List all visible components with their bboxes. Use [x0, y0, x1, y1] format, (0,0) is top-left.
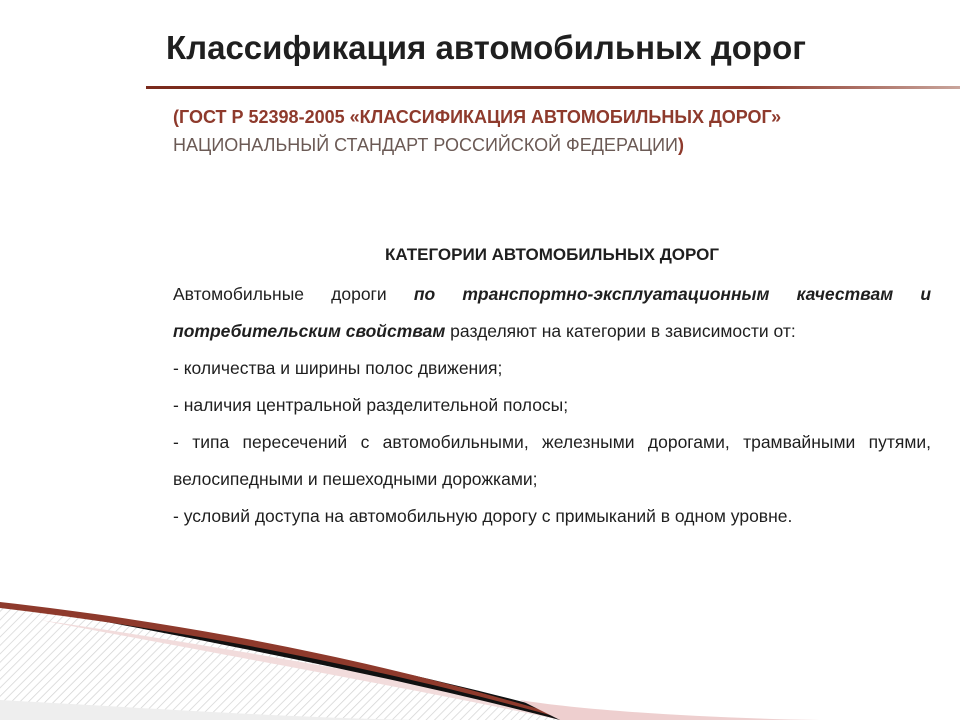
intro-paragraph [173, 276, 931, 350]
slide-title: Классификация автомобильных дорог [166, 29, 806, 66]
section-heading: КАТЕГОРИИ АВТОМОБИЛЬНЫХ ДОРОГ [384, 245, 719, 264]
list-item: - типа пересечений с автомобильными, железными дорогами, трамвайными путями, велосипедными и пешеходными дорожками; [173, 432, 931, 489]
intro-part2: разделяют на категории в зависимости от: [445, 321, 796, 341]
body-text [173, 276, 931, 535]
standard-name: НАЦИОНАЛЬНЫЙ СТАНДАРТ РОССИЙСКОЙ ФЕДЕРАЦИИ [173, 135, 678, 155]
standard-reference [173, 103, 933, 159]
standard-reference-line1: (ГОСТ Р 52398-2005 «КЛАССИФИКАЦИЯ АВТОМОБИЛЬНЫХ ДОРОГ» [173, 107, 782, 127]
decorative-swoosh [0, 560, 960, 720]
intro-emphasis: по транспортно-эксплуатационным качествам и потребительским свойствам [173, 284, 932, 341]
list-item: - количества и ширины полос движения; [173, 358, 503, 378]
title-underline [146, 86, 960, 89]
list-item: - наличия центральной разделительной полосы; [173, 395, 569, 415]
intro-part1: Автомобильные дороги [173, 284, 414, 304]
closing-paren: ) [677, 135, 684, 155]
standard-reference-line2 [173, 131, 933, 159]
list-item: - условий доступа на автомобильную дорогу с примыканий в одном уровне. [173, 506, 793, 526]
